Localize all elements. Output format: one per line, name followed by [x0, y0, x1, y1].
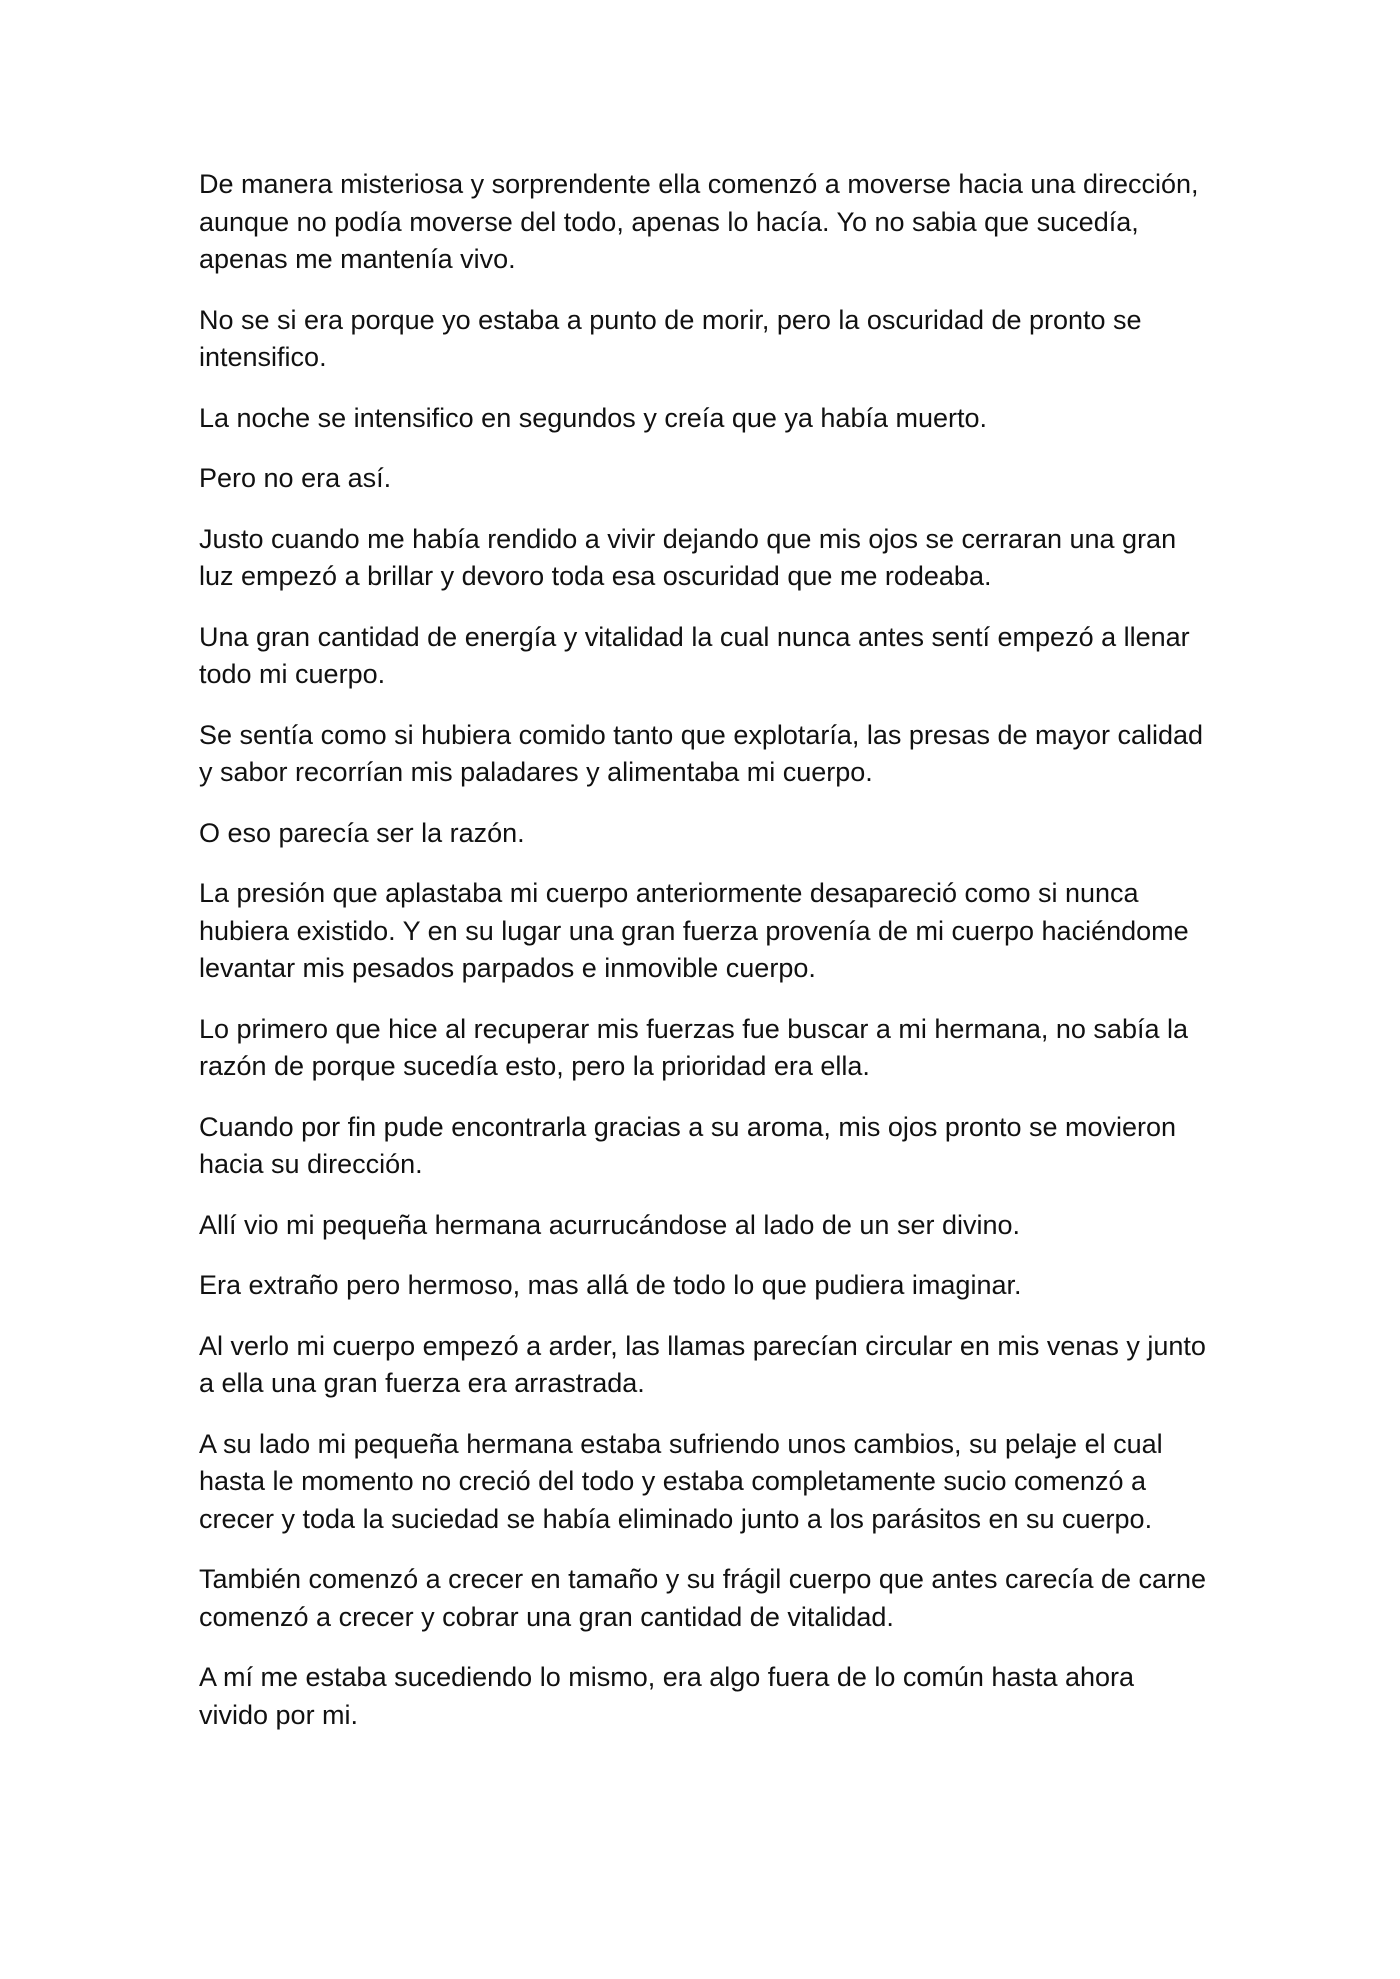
- paragraph-14: Al verlo mi cuerpo empezó a arder, las llamas parecían circular en mis venas y junto a ella una gran fuerza era arrastrada.: [199, 1330, 1206, 1398]
- paragraph-2: No se si era porque yo estaba a punto de morir, pero la oscuridad de pronto se intensifico.: [199, 304, 1142, 372]
- paragraph-1: De manera misteriosa y sorprendente ella comenzó a moverse hacia una dirección, aunque no podía moverse del todo, apenas lo hacía. Yo no sabia que sucedía, apenas me mantenía vivo.: [199, 169, 1199, 274]
- paragraph-10: Lo primero que hice al recuperar mis fuerzas fue buscar a mi hermana, no sabía la razón de porque sucedía esto, pero la prioridad era ella.: [199, 1013, 1188, 1081]
- paragraph-17: A mí me estaba sucediendo lo mismo, era algo fuera de lo común hasta ahora vivido por mi.: [199, 1662, 1135, 1730]
- paragraph-9: La presión que aplastaba mi cuerpo anteriormente desapareció como si nunca hubiera existido. Y en su lugar una gran fuerza provenía de mi cuerpo haciéndome levantar mis pesados parpados e inmovible cuerpo.: [199, 878, 1189, 983]
- paragraph-11: Cuando por fin pude encontrarla gracias a su aroma, mis ojos pronto se movieron hacia su dirección.: [199, 1111, 1177, 1179]
- paragraph-5: Justo cuando me había rendido a vivir dejando que mis ojos se cerraran una gran luz empezó a brillar y devoro toda esa oscuridad que me rodeaba.: [199, 523, 1177, 591]
- paragraph-15: A su lado mi pequeña hermana estaba sufriendo unos cambios, su pelaje el cual hasta le momento no creció del todo y estaba completamente sucio comenzó a crecer y toda la suciedad se había eliminado junto a los parásitos en su cuerpo.: [199, 1428, 1163, 1534]
- paragraph-8: O eso parecía ser la razón.: [199, 817, 525, 848]
- paragraph-12: Allí vio mi pequeña hermana acurrucándose al lado de un ser divino.: [199, 1209, 1020, 1240]
- paragraph-6: Una gran cantidad de energía y vitalidad la cual nunca antes sentí empezó a llenar todo mi cuerpo.: [199, 621, 1190, 689]
- paragraph-16: También comenzó a crecer en tamaño y su frágil cuerpo que antes carecía de carne comenzó a crecer y cobrar una gran cantidad de vitalidad.: [199, 1564, 1207, 1632]
- paragraph-3: La noche se intensifico en segundos y creía que ya había muerto.: [199, 402, 988, 433]
- paragraph-7: Se sentía como si hubiera comido tanto que explotaría, las presas de mayor calidad y sabor recorrían mis paladares y alimentaba mi cuerpo.: [199, 719, 1204, 787]
- paragraph-4: Pero no era así.: [199, 463, 392, 493]
- paragraph-13: Era extraño pero hermoso, mas allá de todo lo que pudiera imaginar.: [199, 1270, 1022, 1300]
- document-body: [199, 166, 1209, 1757]
